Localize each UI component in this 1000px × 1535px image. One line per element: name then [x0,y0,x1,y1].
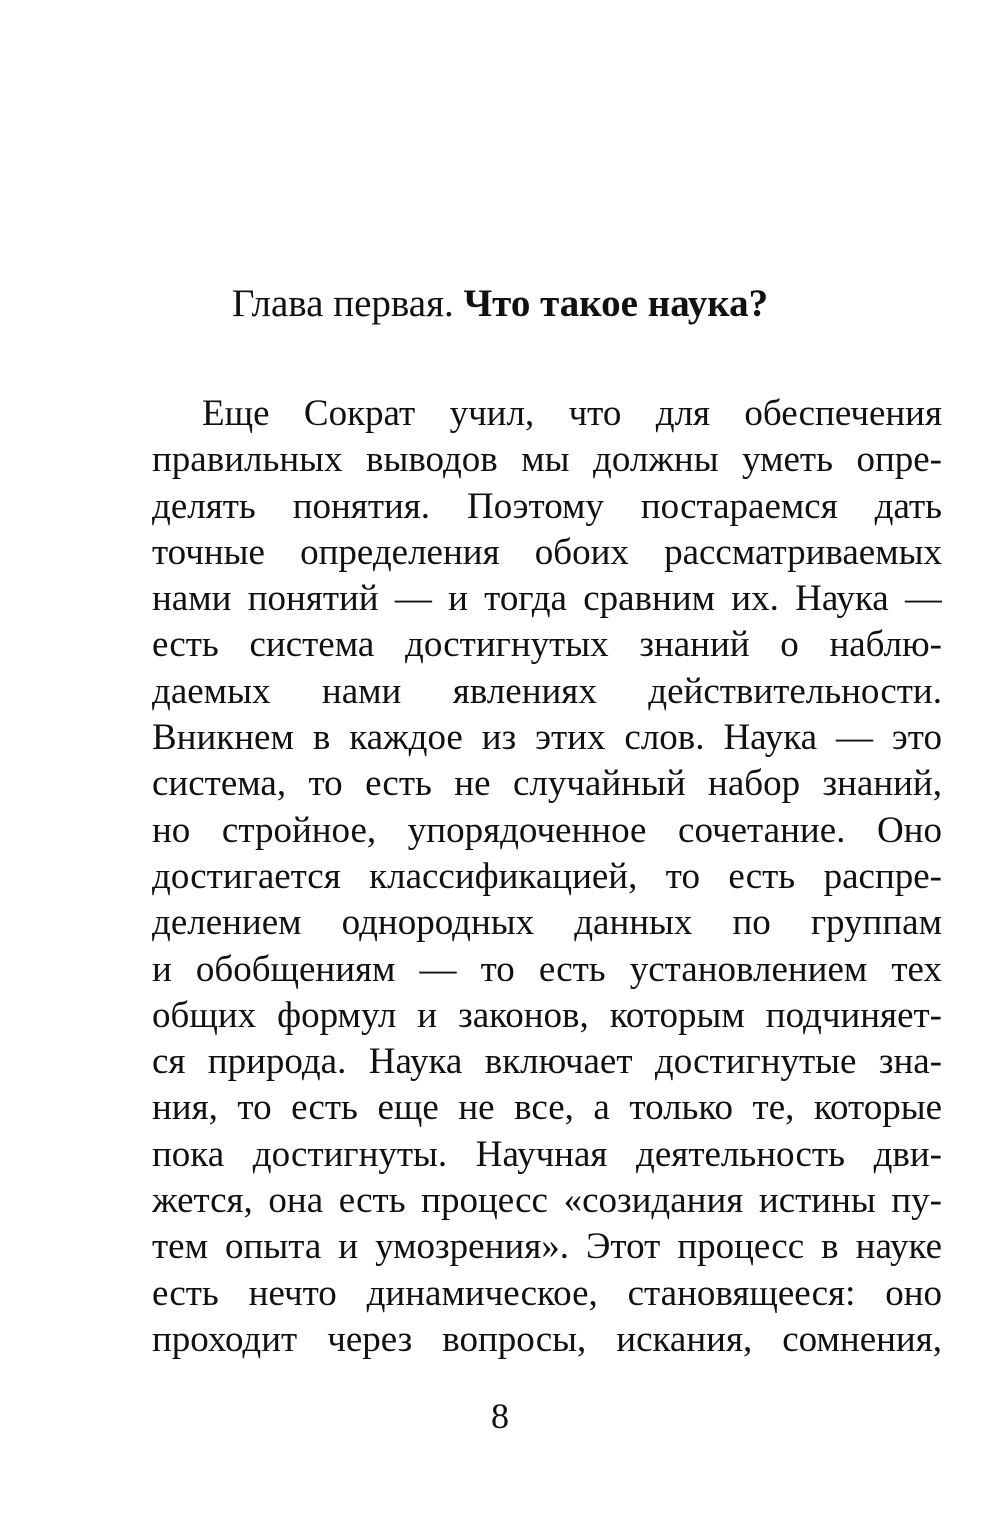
text-line: есть система достигнутых знаний о наблю- [152,624,942,666]
body-paragraph [152,391,942,1363]
text-line: даемых нами явлениях действительности. [152,670,942,712]
text-line: ся природа. Наука включает достигнутые зна- [152,1041,942,1083]
text-line: Вникнем в каждое из этих слов. Наука — это [152,717,942,759]
text-line: система, то есть не случайный набор знаний, [152,763,942,805]
text-line: общих формул и законов, которым подчиняет- [152,994,942,1036]
chapter-title: Что такое наука? [463,282,769,325]
text-line: нами понятий — и тогда сравним их. Наука — [152,578,942,620]
text-line: но стройное, упорядоченное сочетание. Оно [152,809,942,851]
text-line: Еще Сократ учил, что для обеспечения [202,393,942,434]
text-line: ния, то есть еще не все, а только те, которые [152,1087,942,1129]
text-line: правильных выводов мы должны уметь опре- [152,439,942,481]
text-line: есть нечто динамическое, становящееся: оно [152,1272,942,1314]
chapter-label: Глава первая. [231,282,454,325]
chapter-heading [0,280,1000,328]
text-line: тем опыта и умозрения». Этот процесс в науке [152,1226,942,1268]
text-line: точные определения обоих рассматриваемых [152,531,942,573]
page-number: 8 [491,1396,509,1436]
text-line: и обобщениям — то есть установлением тех [152,948,942,990]
text-line: делять понятия. Поэтому постараемся дать [152,485,942,527]
text-line: жется, она есть процесс «созидания истины пу- [152,1180,942,1222]
text-line: делением однородных данных по группам [152,902,942,944]
text-line: достигается классификацией, то есть распре- [152,855,942,897]
text-line: проходит через вопросы, искания, сомнения, [152,1318,942,1360]
text-line: пока достигнуты. Научная деятельность дви- [152,1133,942,1175]
